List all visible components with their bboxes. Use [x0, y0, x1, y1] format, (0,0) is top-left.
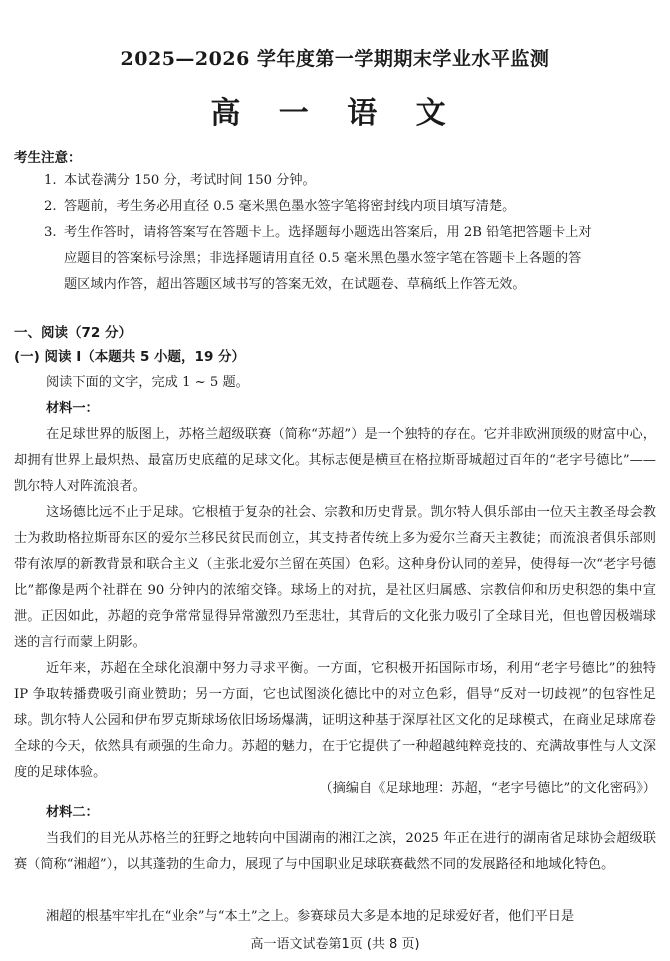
- material2-label: 材料二：: [46, 805, 99, 820]
- page-footer: 高一语文试卷第1页 (共 8 页): [250, 937, 420, 952]
- material2-paragraph-2: 湘超的根基牢牢扎在“业余”与“本土”之上。参赛球员大多是本地的足球爱好者，他们平日是: [46, 909, 575, 924]
- notice-heading: 考生注意：: [14, 150, 82, 166]
- notice-text: 考生作答时，请将答案写在答题卡上。选择题每小题选出答案后，用 2B 铅笔把答题卡上对: [64, 225, 592, 240]
- material1-paragraph-2: 这场德比远不止于足球。它根植于复杂的社会、宗教和历史背景。凯尔特人俱乐部由一位天主教圣母会教士为救助格拉斯哥东区的爱尔兰移民贫民而创立，其支持者传统上多为爱尔兰裔天主教徒；而流浪者俱乐部则带有浓厚的新教背景和联合主义（主张北爱尔兰留在英国）色彩。这种身份认同的差异，使得每一次“老字号德比”都像是两个社群在 90 分钟内的浓缩交锋。球场上的对抗，是社区归属感、宗教信仰和历史积怨的集中宣泄。正因如此，苏超的竞争常常显得异常激烈乃至悲壮，其背后的文化张力吸引了全球目光，但也曾因极端球迷的言行而蒙上阴影。: [14, 505, 656, 650]
- notice-item-3-cont: [44, 272, 656, 298]
- notice-item-1: [44, 168, 656, 194]
- subject-title: 高 一 语 文: [210, 96, 460, 131]
- notice-number: 2.: [44, 199, 57, 214]
- notice-text: 应题目的答案标号涂黑；非选择题请用直径 0.5 毫米黑色墨水签字笔在答题卡上各题的答: [64, 251, 582, 266]
- notice-text: 题区域内作答，超出答题区域书写的答案无效，在试题卷、草稿纸上作答无效。: [64, 277, 526, 292]
- notice-number: 1.: [44, 173, 57, 188]
- material1-paragraph-3: 近年来，苏超在全球化浪潮中努力寻求平衡。一方面，它积极开拓国际市场，利用“老字号德比”的独特 IP 争取转播费吸引商业赞助；另一方面，它也试图淡化德比中的对立色彩，倡导“反对一切歧视”的包容性足球。凯尔特人公园和伊布罗克斯球场依旧场场爆满，证明这种基于深厚社区文化的足球模式，在商业足球席卷全球的今天，依然具有顽强的生命力。苏超的魅力，在于它提供了一种超越纯粹竞技的、充满故事性与人文深度的足球体验。: [14, 661, 656, 780]
- notice-item-2: [44, 194, 656, 220]
- notice-item-3: [44, 220, 656, 246]
- notice-text: 答题前，考生务必用直径 0.5 毫米黑色墨水签字笔将密封线内项目填写清楚。: [64, 199, 516, 214]
- material1-label: 材料一：: [46, 401, 99, 416]
- notice-text: 本试卷满分 150 分，考试时间 150 分钟。: [64, 173, 316, 188]
- material1-source: （摘编自《足球地理：苏超，“老字号德比”的文化密码》）: [319, 781, 656, 796]
- instruction: 阅读下面的文字，完成 1 ~ 5 题。: [46, 375, 249, 390]
- exam-title: 2025—2026 学年度第一学期期末学业水平监测: [120, 48, 550, 70]
- notice-item-3-cont: [44, 246, 656, 272]
- subsection-heading: (一) 阅读 Ⅰ（本题共 5 小题，19 分）: [14, 349, 246, 365]
- material1-paragraph-1: 在足球世界的版图上，苏格兰超级联赛（简称“苏超”）是一个独特的存在。它并非欧洲顶级的财富中心，却拥有世界上最炽热、最富历史底蕴的足球文化。其标志便是横亘在格拉斯哥城超过百年的“老字号德比”——凯尔特人对阵流浪者。: [14, 427, 656, 494]
- section-heading: 一、阅读（72 分）: [14, 325, 132, 341]
- material2-paragraph-1: 当我们的目光从苏格兰的狂野之地转向中国湖南的湘江之滨，2025 年正在进行的湖南省足球协会超级联赛（简称“湘超”），以其蓬勃的生命力，展现了与中国职业足球联赛截然不同的发展路径和地域化特色。: [14, 831, 656, 872]
- notice-number: 3.: [44, 225, 57, 240]
